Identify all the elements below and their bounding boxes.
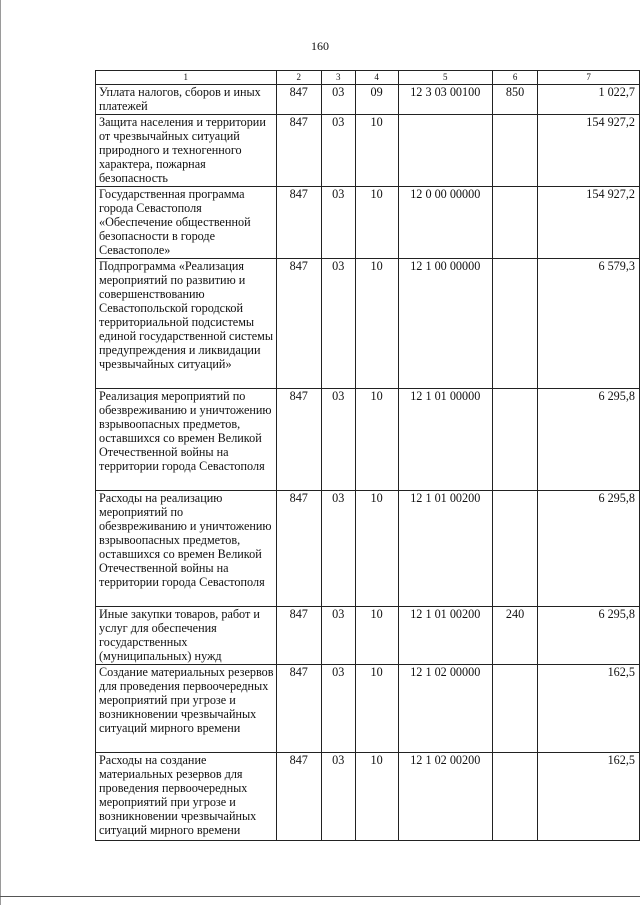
row-type-cell — [492, 491, 537, 607]
table-row — [96, 607, 640, 665]
budget-table — [95, 70, 640, 841]
row-subsection-cell: 10 — [355, 389, 398, 491]
row-code-cell: 847 — [276, 665, 321, 753]
header-cell-3: 3 — [321, 71, 355, 85]
row-name-cell: Расходы на создание материальных резервов для проведения первоочередных мероприятий при угрозе и возникновении чрезвычайных ситуаций мирного времени — [96, 753, 277, 841]
row-amount-cell: 6 579,3 — [538, 259, 640, 389]
row-target-cell: 12 1 02 00200 — [398, 753, 492, 841]
row-subsection-cell: 10 — [355, 491, 398, 607]
header-cell-1: 1 — [96, 71, 277, 85]
row-name-cell: Государственная программа города Севастополя «Обеспечение общественной безопасности в городе Севастополе» — [96, 187, 277, 259]
row-subsection-cell: 10 — [355, 259, 398, 389]
page-number: 160 — [311, 39, 329, 53]
row-target-cell: 12 1 01 00200 — [398, 607, 492, 665]
scan-edge-line — [0, 0, 1, 905]
row-target-cell: 12 1 01 00200 — [398, 491, 492, 607]
row-target-cell: 12 1 00 00000 — [398, 259, 492, 389]
row-type-cell — [492, 389, 537, 491]
table-row — [96, 85, 640, 115]
row-name-cell: Подпрограмма «Реализация мероприятий по развитию и совершенствованию Севастопольской городской территориальной подсистемы единой государственной системы предупреждения и ликвидации чрезвычайных ситуаций» — [96, 259, 277, 389]
row-amount-cell: 162,5 — [538, 665, 640, 753]
header-cell-2: 2 — [276, 71, 321, 85]
row-section-cell: 03 — [321, 665, 355, 753]
row-section-cell: 03 — [321, 753, 355, 841]
row-subsection-cell: 10 — [355, 187, 398, 259]
row-code-cell: 847 — [276, 115, 321, 187]
header-cell-5: 5 — [398, 71, 492, 85]
row-amount-cell: 6 295,8 — [538, 389, 640, 491]
row-section-cell: 03 — [321, 259, 355, 389]
row-section-cell: 03 — [321, 607, 355, 665]
table-row — [96, 187, 640, 259]
row-subsection-cell: 10 — [355, 753, 398, 841]
row-target-cell — [398, 115, 492, 187]
table-row — [96, 753, 640, 841]
row-type-cell — [492, 665, 537, 753]
row-code-cell: 847 — [276, 753, 321, 841]
table-header-row — [96, 71, 640, 85]
row-code-cell: 847 — [276, 187, 321, 259]
row-subsection-cell: 10 — [355, 607, 398, 665]
row-target-cell: 12 3 03 00100 — [398, 85, 492, 115]
row-name-cell: Уплата налогов, сборов и иных платежей — [96, 85, 277, 115]
row-code-cell: 847 — [276, 85, 321, 115]
table-row — [96, 389, 640, 491]
row-section-cell: 03 — [321, 85, 355, 115]
table-row — [96, 115, 640, 187]
row-amount-cell: 6 295,8 — [538, 607, 640, 665]
row-subsection-cell: 10 — [355, 115, 398, 187]
row-type-cell — [492, 259, 537, 389]
row-type-cell — [492, 115, 537, 187]
row-amount-cell: 6 295,8 — [538, 491, 640, 607]
row-name-cell: Создание материальных резервов для проведения первоочередных мероприятий при угрозе и возникновении чрезвычайных ситуаций мирного времени — [96, 665, 277, 753]
header-cell-6: 6 — [492, 71, 537, 85]
row-target-cell: 12 0 00 00000 — [398, 187, 492, 259]
row-name-cell: Иные закупки товаров, работ и услуг для обеспечения государственных (муниципальных) нужд — [96, 607, 277, 665]
row-section-cell: 03 — [321, 491, 355, 607]
row-amount-cell: 162,5 — [538, 753, 640, 841]
row-amount-cell: 154 927,2 — [538, 115, 640, 187]
row-code-cell: 847 — [276, 491, 321, 607]
row-subsection-cell: 10 — [355, 665, 398, 753]
row-type-cell — [492, 753, 537, 841]
row-name-cell: Защита населения и территории от чрезвычайных ситуаций природного и техногенного характера, пожарная безопасность — [96, 115, 277, 187]
row-type-cell: 240 — [492, 607, 537, 665]
row-name-cell: Расходы на реализацию мероприятий по обезвреживанию и уничтожению взрывоопасных предметов, оставшихся со времен Великой Отечественной войны на территории города Севастополя — [96, 491, 277, 607]
row-subsection-cell: 09 — [355, 85, 398, 115]
row-target-cell: 12 1 01 00000 — [398, 389, 492, 491]
row-type-cell — [492, 187, 537, 259]
table-row — [96, 665, 640, 753]
row-section-cell: 03 — [321, 389, 355, 491]
row-type-cell: 850 — [492, 85, 537, 115]
row-section-cell: 03 — [321, 115, 355, 187]
scan-bottom-edge — [0, 896, 640, 897]
row-amount-cell: 154 927,2 — [538, 187, 640, 259]
table-row — [96, 491, 640, 607]
row-name-cell: Реализация мероприятий по обезвреживанию и уничтожению взрывоопасных предметов, оставшихся со времен Великой Отечественной войны на территории города Севастополя — [96, 389, 277, 491]
row-code-cell: 847 — [276, 607, 321, 665]
row-section-cell: 03 — [321, 187, 355, 259]
row-amount-cell: 1 022,7 — [538, 85, 640, 115]
row-target-cell: 12 1 02 00000 — [398, 665, 492, 753]
row-code-cell: 847 — [276, 259, 321, 389]
table-row — [96, 259, 640, 389]
row-code-cell: 847 — [276, 389, 321, 491]
header-cell-4: 4 — [355, 71, 398, 85]
header-cell-7: 7 — [538, 71, 640, 85]
